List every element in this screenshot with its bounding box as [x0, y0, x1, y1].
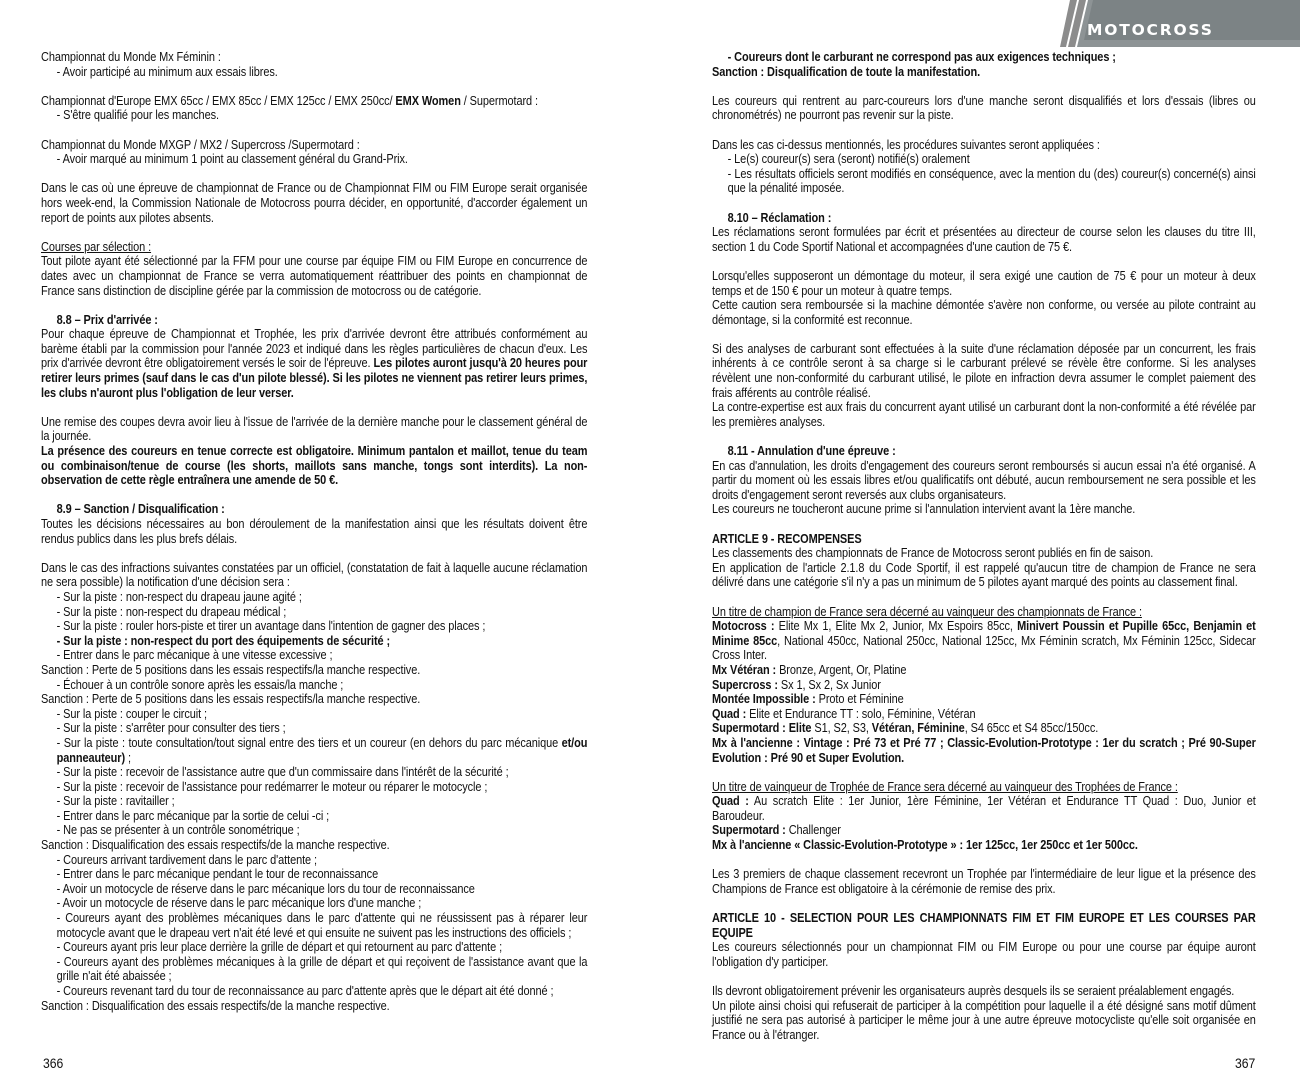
paragraph: Dans le cas où une épreuve de championnat de France ou de Championnat FIM ou FIM Europe serait organisée hors week-end, la Commission Nationale de Motocross pourra décider, en opportunité, d'accorder également un report de points aux pilotes absents.: [41, 181, 588, 225]
list-item: - Sur la piste : s'arrêter pour consulter des tiers ;: [56, 721, 286, 736]
paragraph: Les réclamations seront formulées par écrit et présentées au directeur de course selon les clauses du titre III, section 1 du Code Sportif National et accompagnées d'une caution de 75 €.: [712, 225, 1256, 254]
text-line: - S'être qualifié pour les manches.: [56, 108, 219, 123]
article-heading-10: ARTICLE 10 - SELECTION POUR LES CHAMPIONNATS FIM ET FIM EUROPE ET LES COURSES PAR EQUIPE: [712, 911, 1256, 940]
paragraph: Cette caution sera remboursée si la machine démontée s'avère non conforme, ou versée au pilote contraint au démontage, si la conformité est reconnue.: [712, 298, 1256, 327]
list-item: - Les résultats officiels seront modifiés en conséquence, avec la mention du (des) coureur(s) concerné(s) ainsi que la pénalité imposée.: [727, 166, 1256, 196]
text-line: Championnat du Monde Mx Féminin :: [41, 50, 221, 64]
list-item: - Sur la piste : non-respect du port des équipements de sécurité ;: [56, 633, 391, 648]
paragraph: Les coureurs qui rentrent au parc-coureurs lors d'une manche seront disqualifiés et lors d'essais (libres ou chronométrés) ne pourront pas revenir sur la piste.: [712, 93, 1256, 123]
paragraph: Lorsqu'elles supposeront un démontage du moteur, il sera exigé une caution de 75 € pour un moteur à deux temps et de 150 € pour un moteur à quatre temps.: [712, 268, 1256, 298]
text-line: - Avoir marqué au minimum 1 point au classement général du Grand-Prix.: [56, 152, 408, 167]
category-line: Motocross : Elite Mx 1, Elite Mx 2, Junior, Mx Espoirs 85cc, Minivert Poussin et Pupille 65cc, Benjamin et Minime 85cc, National 450cc, National 250cc, National 125cc, Mx Féminin scratch, Mx Féminin 125cc, Sidecar Cross Inter.: [712, 619, 1256, 663]
section-heading-8-11: 8.11 - Annulation d'une épreuve :: [727, 444, 896, 459]
list-item: - Sur la piste : recevoir de l'assistance pour redémarrer le moteur ou réparer le motocycle ;: [56, 779, 488, 794]
sanction-line: Sanction : Disqualification des essais respectifs/de la manche respective.: [41, 838, 390, 853]
list-item: - Sur la piste : couper le circuit ;: [56, 706, 207, 721]
subsection-label: Courses par sélection :: [41, 239, 152, 254]
list-item: - Avoir un motocycle de réserve dans le parc mécanique lors d'une manche ;: [56, 896, 422, 911]
list-item: - Sur la piste : rouler hors-piste et tirer un avantage dans l'intention de gagner des places ;: [56, 619, 486, 634]
left-text-column: [41, 50, 587, 1013]
page-number-right: 367: [1235, 1055, 1256, 1071]
paragraph: Dans le cas des infractions suivantes constatées par un officiel, (constatation de fait à laquelle aucune réclamation ne sera possible) la notification d'une décision sera :: [41, 560, 588, 590]
paragraph: Une remise des coupes devra avoir lieu à l'issue de l'arrivée de la dernière manche pour le classement général de la journée.: [41, 414, 588, 444]
list-item: - Sur la piste : recevoir de l'assistance autre que d'un commissaire dans l'intérêt de la sécurité ;: [56, 765, 509, 780]
list-item: - Échouer à un contrôle sonore après les essais/la manche ;: [56, 677, 344, 692]
sanction-line: Sanction : Disqualification de toute la manifestation.: [712, 64, 981, 79]
list-item: - Entrer dans le parc mécanique pendant le tour de reconnaissance: [56, 867, 379, 882]
subsection-label: Un titre de vainqueur de Trophée de France sera décerné au vainqueur des Trophées de France :: [712, 779, 1178, 794]
paragraph: Ils devront obligatoirement prévenir les organisateurs auprès desquels ils se seraient préalablement engagés.: [712, 984, 1235, 998]
paragraph: Toutes les décisions nécessaires au bon déroulement de la manifestation ainsi que les résultats doivent être rendus publics dans les plus brefs délais.: [41, 517, 588, 546]
section-heading-8-10: 8.10 – Réclamation :: [727, 210, 832, 225]
list-item: - Sur la piste : non-respect du drapeau jaune agité ;: [56, 589, 302, 604]
list-item: - Coureurs revenant tard du tour de reconnaissance au parc d'attente après que le départ ait été donné ;: [56, 984, 554, 998]
sanction-line: Sanction : Perte de 5 positions dans les essais respectifs/la manche respective.: [41, 692, 421, 707]
category-line: Quad : Elite et Endurance TT : solo, Féminine, Vétéran: [712, 706, 976, 721]
category-line: Mx à l'ancienne « Classic-Evolution-Prototype » : 1er 125cc, 1er 250cc et 1er 500cc.: [712, 838, 1138, 853]
list-item: - Entrer dans le parc mécanique par la sortie de celui -ci ;: [56, 808, 330, 823]
list-item: - Sur la piste : ravitailler ;: [56, 794, 175, 809]
page-number-left: 366: [43, 1055, 64, 1071]
list-item: - Entrer dans le parc mécanique à une vitesse excessive ;: [56, 648, 333, 663]
category-line: Mx à l'ancienne : Vintage : Pré 73 et Pré 77 ; Classic-Evolution-Prototype : 1er du scratch ; Pré 90-Super Evolution : Pré 90 et Super Evolution.: [712, 735, 1256, 765]
sanction-line: Sanction : Perte de 5 positions dans les essais respectifs/la manche respective.: [41, 662, 421, 677]
text-line: Championnat d'Europe EMX 65cc / EMX 85cc / EMX 125cc / EMX 250cc/ EMX Women / Supermotard :: [41, 93, 538, 108]
section-title: MOTOCROSS: [1087, 21, 1214, 39]
subsection-label: Un titre de champion de France sera décerné au vainqueur des championnats de France :: [712, 604, 1142, 619]
list-item: - Coureurs arrivant tardivement dans le parc d'attente ;: [56, 852, 317, 867]
list-item: - Sur la piste : toute consultation/tout signal entre des tiers et un coureur (en dehors du parc mécanique et/ou panneauteur) ;: [56, 735, 588, 765]
list-item: - Sur la piste : non-respect du drapeau médical ;: [56, 604, 287, 619]
category-line: Mx Vétéran : Bronze, Argent, Or, Platine: [712, 662, 907, 677]
list-item: - Le(s) coureur(s) sera (seront) notifié(s) oralement: [727, 152, 970, 167]
paragraph: Tout pilote ayant été sélectionné par la FFM pour une course par équipe FIM ou FIM Europe en concurrence de dates avec un championnat de France se verra automatiquement réattribuer des points en championnat de France sans distinction de discipline gérée par la commission de motocross ou de catégorie.: [41, 254, 588, 298]
right-text-column: [712, 50, 1256, 1042]
paragraph: Les coureurs ne toucheront aucune prime si l'annulation intervient avant la 1ère manche.: [712, 502, 1136, 517]
article-heading-9: ARTICLE 9 - RECOMPENSES: [712, 531, 862, 546]
list-item: - Ne pas se présenter à un contrôle sonométrique ;: [56, 823, 300, 838]
section-heading-8-9: 8.9 – Sanction / Disqualification :: [56, 502, 225, 517]
category-line: Supermotard : Elite S1, S2, S3, Vétéran, Féminine, S4 65cc et S4 85cc/150cc.: [712, 721, 1099, 736]
paragraph: Les 3 premiers de chaque classement recevront un Trophée par l'intermédiaire de leur ligue et la présence des Champions de France est obligatoire à la cérémonie de remise des prix.: [712, 867, 1256, 896]
list-item-bold: - Coureurs dont le carburant ne correspond pas aux exigences techniques ;: [727, 50, 1116, 64]
category-line: Supercross : Sx 1, Sx 2, Sx Junior: [712, 677, 881, 692]
text-line: - Avoir participé au minimum aux essais libres.: [56, 64, 278, 79]
paragraph: En application de l'article 2.1.8 du Code Sportif, il est rappelé qu'aucun titre de champion de France ne sera délivré dans une catégorie s'il n'y a pas un minimum de 5 pilotes ayant marqué des points au classement final.: [712, 560, 1256, 590]
text-line: Championnat du Monde MXGP / MX2 / Supercross /Supermotard :: [41, 137, 360, 152]
paragraph-bold: La présence des coureurs en tenue correcte est obligatoire. Minimum pantalon et maillot, tenue du team ou combinaison/tenue de course (les shorts, maillots sans manche, tongs sont interdits). La non-observation de cette règle entraînera une amende de 50 €.: [41, 444, 588, 488]
section-heading-8-8: 8.8 – Prix d'arrivée :: [56, 312, 158, 327]
sanction-line: Sanction : Disqualification des essais respectifs/de la manche respective.: [41, 998, 390, 1013]
paragraph: Les classements des championnats de France de Motocross seront publiés en fin de saison.: [712, 546, 1154, 561]
paragraph: Un pilote ainsi choisi qui refuserait de participer à la compétition pour laquelle il a été désigné sans motif dûment justifié ne sera pas autorisé à participer le même jour à une autre épreuve motocycliste qu'elle soit organisée en France ou à l'étranger.: [712, 998, 1256, 1042]
paragraph: La contre-expertise est aux frais du concurrent ayant utilisé un carburant dont la non-conformité a été révélée par les premières analyses.: [712, 400, 1256, 429]
list-item: - Avoir un motocycle de réserve dans le parc mécanique lors du tour de reconnaissance: [56, 881, 475, 896]
list-item: - Coureurs ayant pris leur place derrière la grille de départ et qui retournent au parc d'attente ;: [56, 940, 503, 955]
paragraph: Si des analyses de carburant sont effectuées à la suite d'une réclamation déposée par un concurrent, les frais inhérents à ce contrôle seront à sa charge si le carburant prélevé se révèle être conforme. Si les analyses révèlent une non-conformité du carburant utilisé, le pilote en infraction devra assumer le complet paiement des frais afférents au contrôle réalisé.: [712, 341, 1256, 400]
paragraph: En cas d'annulation, les droits d'engagement des coureurs seront remboursés si aucun essai n'a été organisé. A partir du moment où les essais libres et/ou qualificatifs ont débuté, aucun remboursement ne sera possible et les droits d'engagement seront reversés aux clubs organisateurs.: [712, 458, 1256, 502]
category-line: Montée Impossible : Proto et Féminine: [712, 692, 904, 707]
category-line: Quad : Au scratch Elite : 1er Junior, 1ère Féminine, 1er Vétéran et Endurance TT Quad : Duo, Junior et Baroudeur.: [712, 794, 1256, 823]
category-line: Supermotard : Challenger: [712, 823, 841, 838]
right-page: [650, 0, 1300, 1092]
list-item: - Coureurs ayant des problèmes mécaniques dans le parc d'attente qui ne réussissent pas à réparer leur motocycle avant que le drapeau vert n'ait été levé et qui ensuite ne suivent pas les instructions des officiels ;: [56, 911, 588, 940]
paragraph: Pour chaque épreuve de Championnat et Trophée, les prix d'arrivée devront être attribués conformément au barème établi par la commission pour l'année 2023 et indiqué dans les règles particulières de chacun d'eux. Les prix d'arrivée devront être obligatoirement versés le soir de l'épreuve. Les pilotes auront jusqu'à 20 heures pour retirer leurs primes (sauf dans le cas d'un pilote blessé). Si les pilotes ne viennent pas retirer leurs primes, les clubs n'auront plus l'obligation de leur verser.: [41, 327, 588, 400]
paragraph: Dans les cas ci-dessus mentionnés, les procédures suivantes seront appliquées :: [712, 137, 1100, 152]
paragraph: Les coureurs sélectionnés pour un championnat FIM ou FIM Europe ou pour une course par équipe auront l'obligation d'y participer.: [712, 940, 1256, 969]
list-item: - Coureurs ayant des problèmes mécaniques à la grille de départ et qui reçoivent de l'assistance avant que la grille n'ait été abaissée ;: [56, 954, 588, 984]
